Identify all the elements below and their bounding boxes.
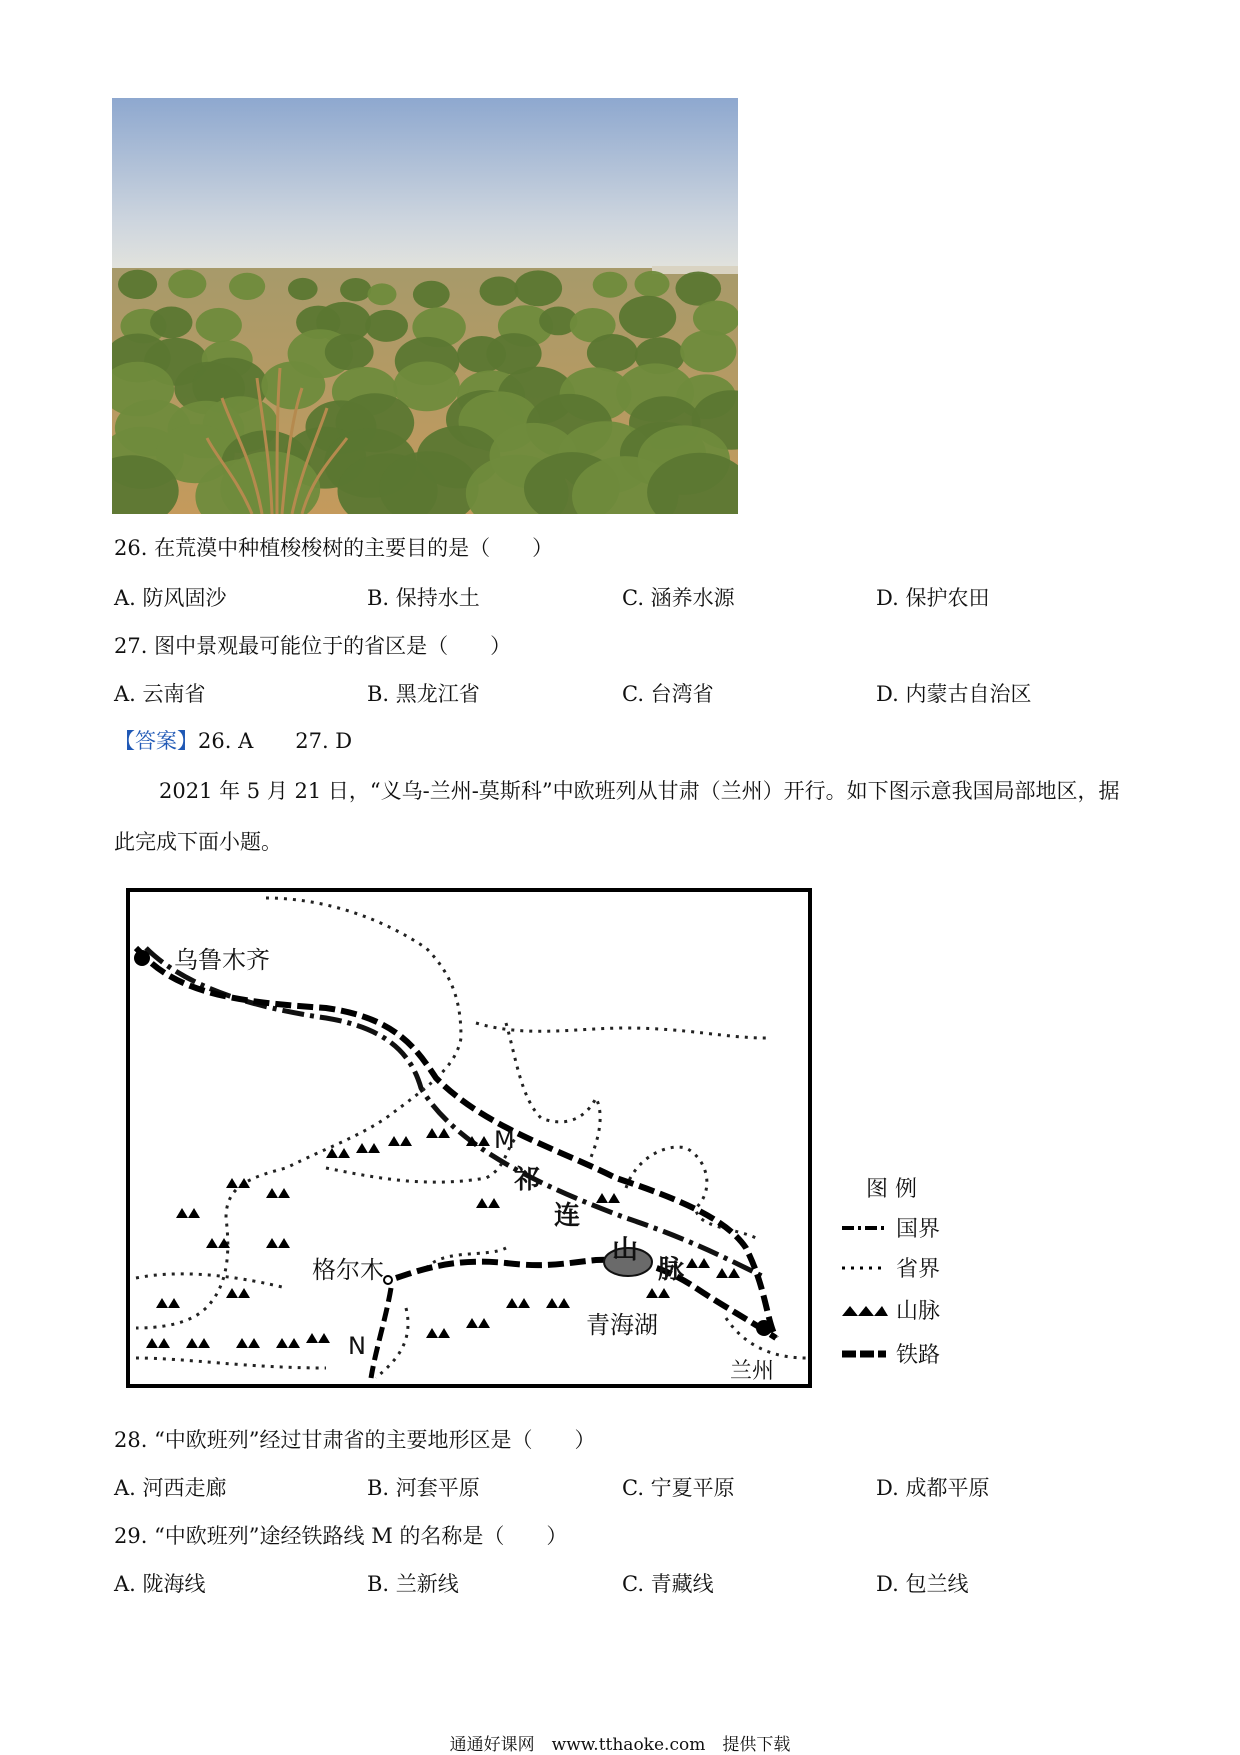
q26-option-c: C. 涵养水源 bbox=[622, 586, 735, 610]
label-urumqi: 乌鲁木齐 bbox=[174, 946, 270, 974]
q27-option-a: A. 云南省 bbox=[114, 682, 206, 706]
answer-text: 26. A 27. D bbox=[198, 729, 353, 753]
legend-provincial-border: 省界 bbox=[896, 1257, 941, 1282]
shrub bbox=[196, 308, 242, 343]
q28-option-a: A. 河西走廊 bbox=[114, 1476, 227, 1500]
shrub bbox=[168, 270, 206, 299]
shrub bbox=[693, 301, 738, 336]
answer-line bbox=[114, 725, 352, 755]
legend-mountain: 山脉 bbox=[896, 1299, 941, 1324]
q29-option-d: D. 包兰线 bbox=[876, 1572, 969, 1596]
shrub bbox=[368, 283, 397, 305]
shrub bbox=[514, 270, 562, 306]
label-n: N bbox=[348, 1332, 366, 1360]
label-range-3: 山 bbox=[612, 1235, 639, 1265]
shrub bbox=[587, 334, 638, 372]
legend-railway: 铁路 bbox=[896, 1343, 941, 1368]
legend-mountain-swatch bbox=[842, 1306, 888, 1316]
label-golmud: 格尔木 bbox=[312, 1256, 384, 1284]
shrub bbox=[288, 278, 318, 300]
q26-option-d: D. 保护农田 bbox=[876, 586, 990, 610]
shrub bbox=[261, 361, 325, 409]
intro-paragraph: 2021 年 5 月 21 日，“义乌-兰州-莫斯科”中欧班列从甘肃（兰州）开行。如下图示意我国局部地区，据此完成下面小题。 bbox=[114, 779, 1120, 854]
q27-option-b: B. 黑龙江省 bbox=[367, 682, 480, 706]
urumqi-dot bbox=[134, 950, 150, 966]
shrub bbox=[118, 270, 157, 299]
page-footer: 通通好课网 www.tthaoke.com 提供下载 bbox=[449, 1735, 791, 1755]
shrub bbox=[229, 273, 265, 300]
q29-option-a: A. 陇海线 bbox=[114, 1572, 206, 1596]
shrub bbox=[676, 272, 722, 306]
shrub bbox=[680, 330, 736, 372]
q28-option-b: B. 河套平原 bbox=[367, 1476, 480, 1500]
shrub bbox=[635, 271, 670, 297]
shrub bbox=[619, 296, 676, 339]
shrub bbox=[593, 272, 628, 298]
q29-option-b: B. 兰新线 bbox=[367, 1572, 459, 1596]
q26-option-b: B. 保持水土 bbox=[367, 586, 480, 610]
label-lanzhou: 兰州 bbox=[730, 1359, 775, 1384]
q28-option-c: C. 宁夏平原 bbox=[622, 1476, 735, 1500]
golmud-dot bbox=[384, 1276, 392, 1284]
q26-option-a: A. 防风固沙 bbox=[114, 586, 227, 610]
question-26-stem: 26. 在荒漠中种植梭梭树的主要目的是（ ） bbox=[114, 536, 554, 560]
label-qinghai-lake: 青海湖 bbox=[586, 1311, 658, 1339]
label-m: M bbox=[494, 1126, 515, 1154]
question-28-stem: 28. “中欧班列”经过甘肃省的主要地形区是（ ） bbox=[114, 1428, 596, 1452]
map-legend bbox=[842, 1177, 940, 1368]
question-27-stem: 27. 图中景观最可能位于的省区是（ ） bbox=[114, 634, 512, 658]
label-range-4: 脉 bbox=[658, 1255, 685, 1285]
shrub bbox=[325, 334, 374, 371]
q29-option-c: C. 青藏线 bbox=[622, 1572, 714, 1596]
shrub bbox=[340, 278, 371, 301]
lanzhou-dot bbox=[756, 1320, 772, 1336]
shrub bbox=[413, 281, 450, 309]
q27-option-d: D. 内蒙古自治区 bbox=[876, 682, 1032, 706]
legend-national-border: 国界 bbox=[896, 1217, 941, 1242]
shrub bbox=[365, 310, 408, 342]
legend-title: 图 例 bbox=[866, 1177, 917, 1202]
question-29-stem: 29. “中欧班列”途经铁路线 M 的名称是（ ） bbox=[114, 1524, 568, 1548]
label-range-2: 连 bbox=[554, 1201, 581, 1231]
q27-option-c: C. 台湾省 bbox=[622, 682, 714, 706]
label-range-1: 祁 bbox=[514, 1165, 541, 1195]
shrub bbox=[480, 277, 519, 306]
desert-saxaul-photo bbox=[112, 98, 738, 514]
answer-tag: 【答案】 bbox=[114, 729, 198, 753]
shrub bbox=[150, 307, 192, 339]
regional-map-figure bbox=[126, 888, 946, 1388]
q28-option-d: D. 成都平原 bbox=[876, 1476, 990, 1500]
